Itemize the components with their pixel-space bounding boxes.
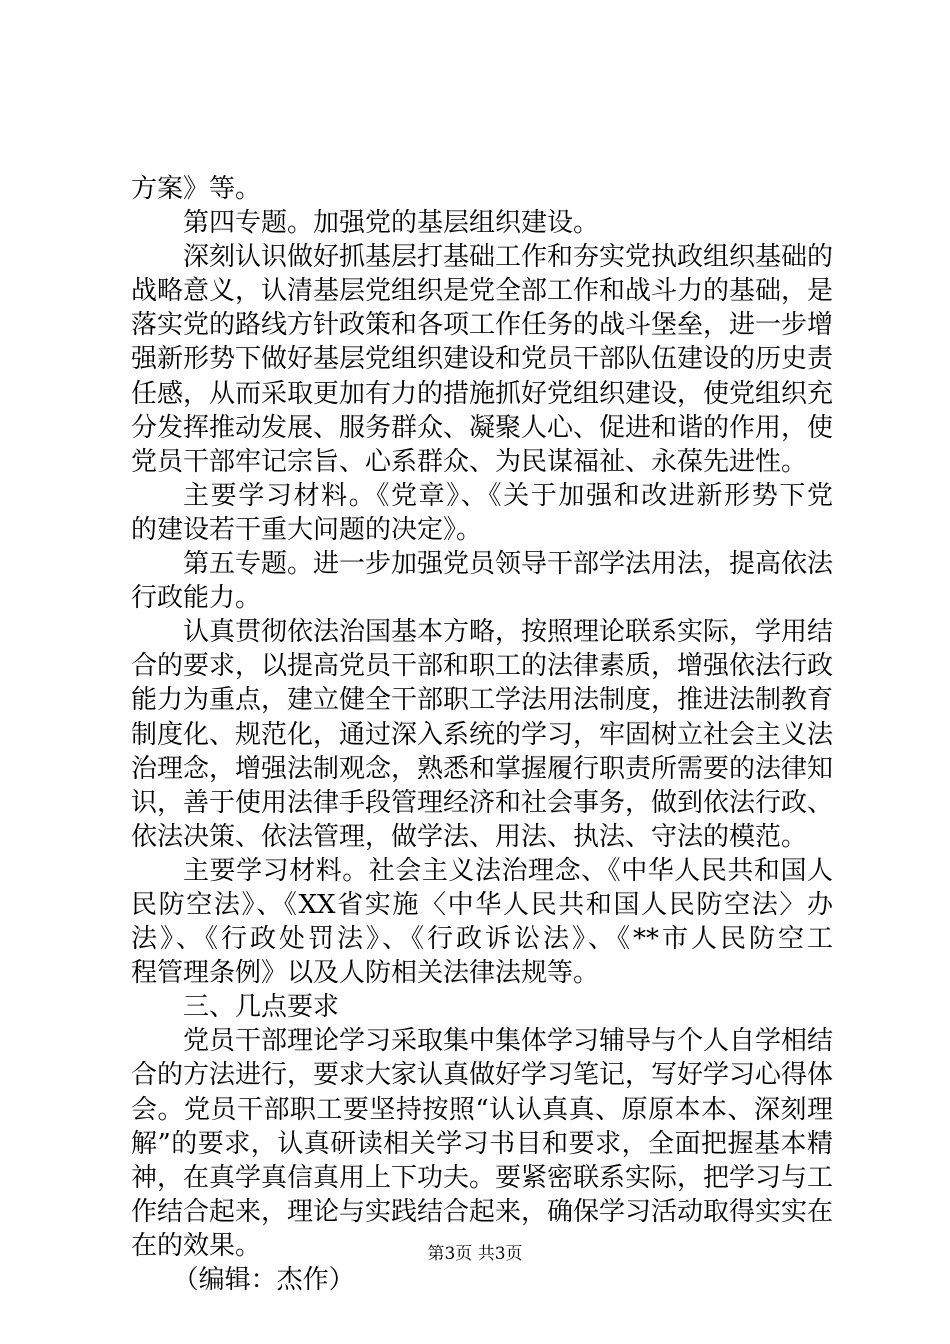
text-line: 制度化、规范化，通过深入系统的学习，牢固树立社会主义法 bbox=[131, 719, 834, 750]
text-line: 第四专题。加强党的基层组织建设。 bbox=[183, 208, 600, 239]
text-line: 神，在真学真信真用上下功夫。要紧密联系实际，把学习与工 bbox=[131, 1162, 834, 1193]
text-line: 程管理条例》以及人防相关法律法规等。 bbox=[131, 958, 600, 989]
document-body bbox=[131, 172, 833, 1297]
text-line: 任感，从而采取更加有力的措施抓好党组织建设，使党组织充 bbox=[131, 378, 834, 409]
text-line: 民防空法》、《XX省实施〈中华人民共和国人民防空法〉办 bbox=[131, 889, 833, 920]
text-line: 党员干部牢记宗旨、心系群众、为民谋福祉、永葆先进性。 bbox=[131, 446, 808, 477]
text-line: 能力为重点，建立健全干部职工学法用法制度，推进法制教育 bbox=[131, 685, 834, 716]
text-line: 在的效果。 bbox=[131, 1230, 262, 1261]
text-line: 战略意义，认清基层党组织是党全部工作和战斗力的基础，是 bbox=[131, 276, 834, 307]
text-line: 的建设若干重大问题的决定》。 bbox=[131, 514, 483, 545]
text-line: 作结合起来，理论与实践结合起来，确保学习活动取得实实在 bbox=[131, 1196, 834, 1227]
text-line: 落实党的路线方针政策和各项工作任务的战斗堡垒，进一步增 bbox=[131, 310, 834, 341]
text-line: （编辑：杰作） bbox=[172, 1265, 355, 1295]
text-line: 三、几点要求 bbox=[183, 992, 340, 1023]
page-footer: 第3页 共3页 bbox=[427, 1244, 523, 1264]
text-line: 分发挥推动发展、服务群众、凝聚人心、促进和谐的作用，使 bbox=[131, 412, 834, 443]
text-line: 合的方法进行，要求大家认真做好学习笔记，写好学习心得体 bbox=[131, 1060, 834, 1091]
text-line: 认真贯彻依法治国基本方略，按照理论联系实际，学用结 bbox=[183, 617, 834, 648]
text-line: 识，善于使用法律手段管理经济和社会事务，做到依法行政、 bbox=[131, 787, 834, 818]
text-line: 会。党员干部职工要坚持按照“认认真真、原原本本、深刻理 bbox=[131, 1094, 833, 1125]
text-line: 主要学习材料。《党章》、《关于加强和改进新形势下党 bbox=[183, 480, 833, 511]
text-line: 第五专题。进一步加强党员领导干部学法用法，提高依法 bbox=[183, 549, 834, 580]
text-line: 主要学习材料。社会主义法治理念、《中华人民共和国人 bbox=[183, 855, 833, 886]
text-line: 党员干部理论学习采取集中集体学习辅导与个人自学相结 bbox=[183, 1026, 834, 1057]
text-line: 解”的要求，认真研读相关学习书目和要求，全面把握基本精 bbox=[131, 1128, 833, 1159]
text-line: 行政能力。 bbox=[131, 583, 262, 614]
text-line: 强新形势下做好基层党组织建设和党员干部队伍建设的历史责 bbox=[131, 344, 834, 375]
text-line: 深刻认识做好抓基层打基础工作和夯实党执政组织基础的 bbox=[183, 242, 834, 273]
text-line: 合的要求，以提高党员干部和职工的法律素质，增强依法行政 bbox=[131, 651, 834, 682]
text-line: 方案》等。 bbox=[131, 174, 262, 204]
text-line: 法》、《行政处罚法》、《行政诉讼法》、《**市人民防空工 bbox=[131, 924, 833, 955]
text-line: 依法决策、依法管理，做学法、用法、执法、守法的模范。 bbox=[131, 821, 808, 852]
text-line: 治理念，增强法制观念，熟悉和掌握履行职责所需要的法律知 bbox=[131, 753, 834, 784]
